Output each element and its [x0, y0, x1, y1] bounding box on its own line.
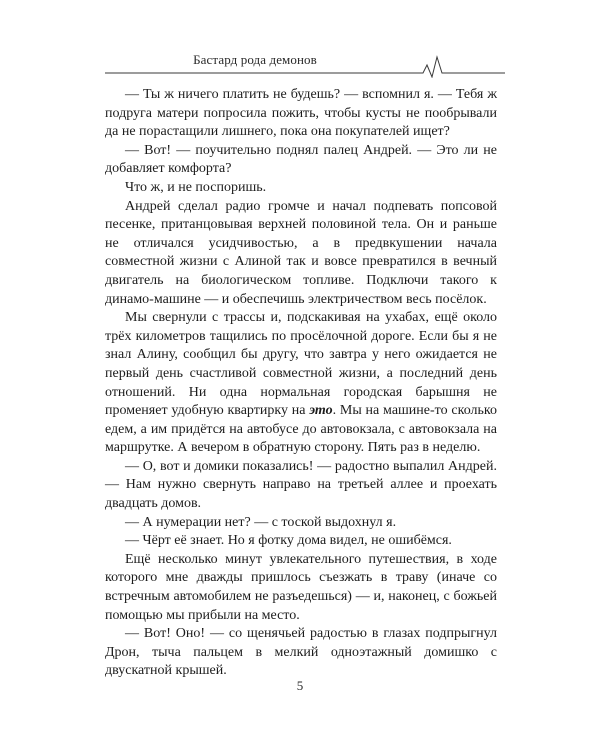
paragraph: — Чёрт её знает. Но я фотку дома видел, не ошибёмся. — [125, 533, 452, 549]
paragraph: — А нумерации нет? — с тоской выдохнул я. — [125, 514, 397, 530]
page-number: 5 — [296, 678, 304, 693]
paragraph: — О, вот и домики показались! — радостно выпалил Андрей. — Нам нужно свернуть направо на третьей аллее и проехать двадцать домов. — [105, 458, 497, 512]
paragraph: — Вот! Оно! — со щенячьей радостью в глазах подпрыгнул Дрон, тыча пальцем в мелкий одноэтажный домишко с двускатной крышей. — [105, 626, 497, 679]
running-header-title: Бастард рода демонов — [193, 52, 317, 67]
paragraph: Андрей сделал радио громче и начал подпевать попсовой песенке, пританцовывая верхней половиной тела. Он и раньше не отличался усидчивостью, а в предвкушении начала совместной жизни с Алиной так и вовсе превратился в вечный двигатель на биологическом топливе. Подключи такого к динамо-машине — и обеспечишь электричеством весь посёлок. — [105, 198, 497, 307]
paragraph: — Ты ж ничего платить не будешь? — вспомнил я. — Тебя ж подруга матери попросила пожить, чтобы кусты не пообрывали да не порастащили лишнего, пока она покупателей ищет? — [105, 87, 497, 140]
paragraph: Ещё несколько минут увлекательного путешествия, в ходе которого мне дважды пришлось съезжать в траву (иначе со встречным автомобилем не разъедешься) — и, наконец, с божьей помощью мы прибыли на место. — [105, 551, 497, 623]
running-header — [105, 52, 505, 78]
paragraph — [105, 309, 497, 458]
paragraph: Что ж, и не поспоришь. — [125, 179, 267, 195]
paragraph: — Вот! — поучительно поднял палец Андрей. — Это ли не добавляет комфорта? — [105, 142, 497, 177]
emphasized-word: это — [309, 403, 333, 419]
paragraph-text: . Мы на машине-то сколько едем, а им придётся на автобусе до автовокзала, с автовокзала на маршрутке. А вечером в обратную сторону. Пять раз в неделю. — [105, 403, 497, 456]
paragraph-text: Мы свернули с трассы и, подскакивая на ухабах, ещё около трёх километров тащились по просёлочной дороге. Если бы я не знал Алину, сообщил бы другу, что завтра у него ожидается не первый день счастливой совместной жизни, а последний день отношений. Ни одна нормальная городская барышня не променяет удобную квартирку на — [105, 310, 497, 419]
body-text — [105, 86, 497, 681]
